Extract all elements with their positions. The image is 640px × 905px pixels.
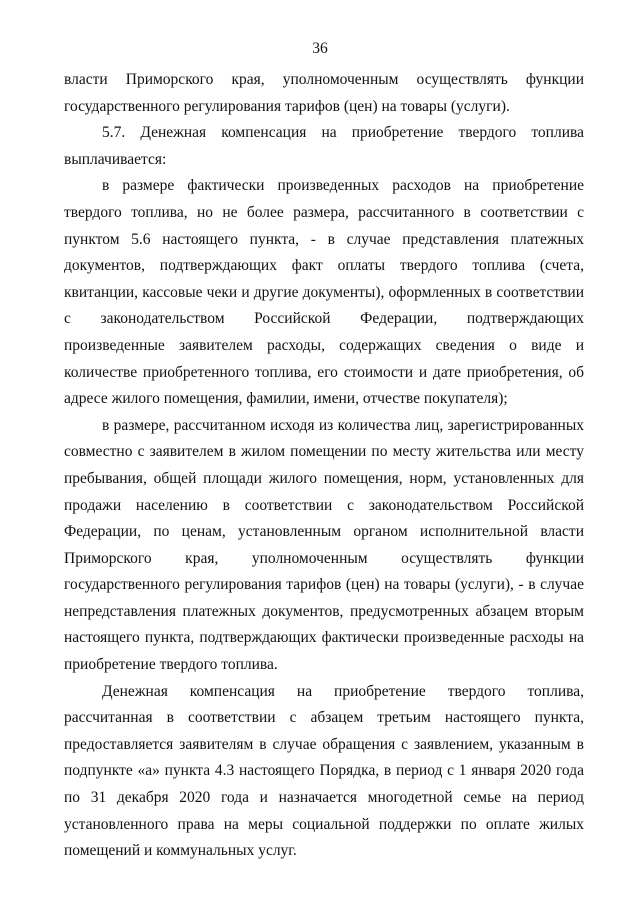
page-number: 36: [312, 40, 328, 57]
document-body: [64, 67, 584, 865]
paragraph-2: 5.7. Денежная компенсация на приобретение твердого топлива выплачивается:: [64, 124, 584, 168]
paragraph-5: Денежная компенсация на приобретение твердого топлива, рассчитанная в соответствии с абзацем третьим настоящего пункта, предоставляется заявителям в случае обращения с заявлением, указанным в подпункте «а» пункта 4.3 настоящего Порядка, в период с 1 января 2020 года по 31 декабря 2020 года и назначается многодетной семье на период установленного права на меры социальной поддержки по оплате жилых помещений и коммунальных услуг.: [64, 682, 584, 860]
paragraph-1: власти Приморского края, уполномоченным осуществлять функции государственного регулирования тарифов (цен) на товары (услуги).: [64, 71, 584, 115]
paragraph-3: в размере фактически произведенных расходов на приобретение твердого топлива, но не более размера, рассчитанного в соответствии с пунктом 5.6 настоящего пункта, - в случае представления платежных документов, подтверждающих факт оплаты твердого топлива (счета, квитанции, кассовые чеки и другие документы), оформленных в соответствии с законодательством Российской Федерации, подтверждающих произведенные заявителем расходы, содержащих сведения о виде и количестве приобретенного топлива, его стоимости и дате приобретения, об адресе жилого помещения, фамилии, имени, отчестве покупателя);: [64, 177, 584, 408]
paragraph-4: в размере, рассчитанном исходя из количества лиц, зарегистрированных совместно с заявителем в жилом помещении по месту жительства или месту пребывания, общей площади жилого помещения, норм, установленных для продажи населению в соответствии с законодательством Российской Федерации, по ценам, установленным органом исполнительной власти Приморского края, уполномоченным осуществлять функции государственного регулирования тарифов (цен) на товары (услуги), - в случае непредставления платежных документов, предусмотренных абзацем вторым настоящего пункта, подтверждающих фактически произведенные расходы на приобретение твердого топлива.: [64, 416, 584, 674]
